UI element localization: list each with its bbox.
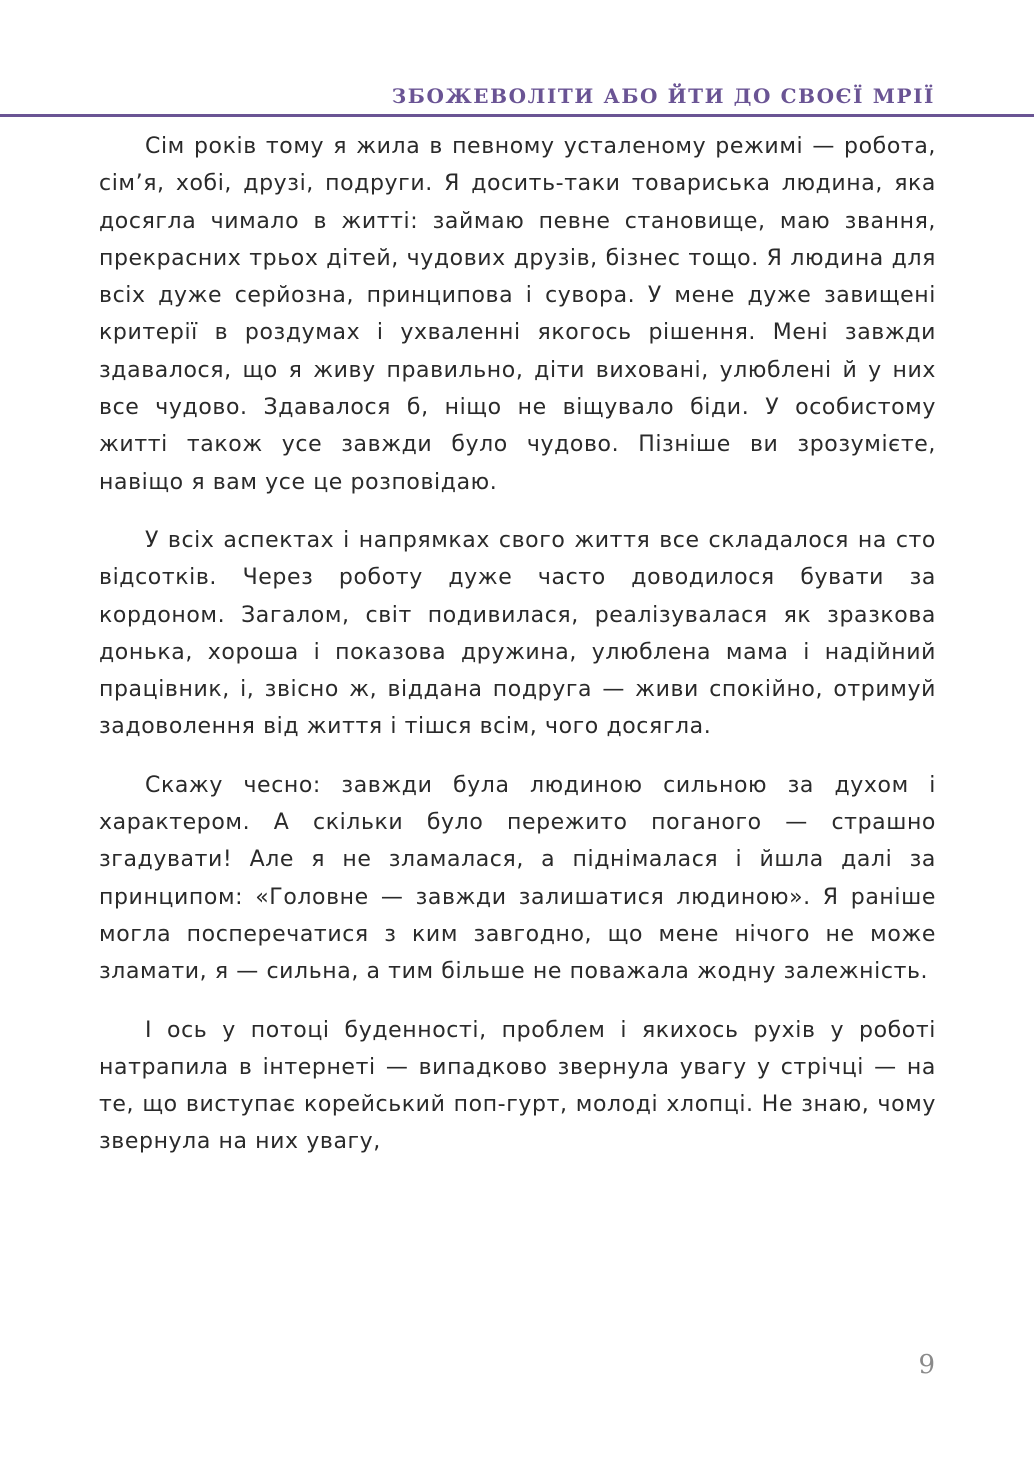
running-head-title: ЗБОЖЕВОЛІТИ АБО ЙТИ ДО СВОЄЇ МРІЇ [391,84,935,108]
page-number: 9 [918,1350,935,1380]
body-text [99,128,936,1182]
paragraph: У всіх аспектах і напрямках свого життя все складалося на сто відсотків. Через роботу дуже часто доводилося бувати за кордоном. Загалом, світ подивилася, реалізувалася як зразкова донька, хороша і показова дружина, улюблена мама і надійний працівник, і, звісно ж, віддана подруга — живи спокійно, отримуй задоволення від життя і тішся всім, чого досягла. [99,527,936,740]
paragraph: Скажу чесно: завжди була людиною сильною за духом і характером. А скільки було пережито поганого — страшно згадувати! Але я не зламалася, а піднімалася і йшла далі за принципом: «Головне — завжди залишатися людиною». Я раніше могла посперечатися з ким завгодно, що мене нічого не може зламати, я — сильна, а тим більше не поважала жодну залежність. [99,772,936,985]
paragraph: І ось у потоці буденності, проблем і якихось рухів у роботі натрапила в інтернеті — випадково звернула увагу у стрічці — на те, що виступає корейський поп-гурт, молоді хлопці. Не знаю, чому звернула на них увагу, [99,1017,936,1155]
paragraph: Сім років тому я жила в певному усталеному режимі — робота, сім’я, хобі, друзі, подруги. Я досить-таки товариська людина, яка досягла чимало в житті: займаю певне становище, маю звання, прекрасних трьох дітей, чудових друзів, бізнес тощо. Я людина для всіх дуже серйозна, принципова і сувора. У мене дуже завищені критерії в роздумах і ухваленні якогось рішення. Мені завжди здавалося, що я живу правильно, діти виховані, улюблені й у них все чудово. Здавалося б, ніщо не віщувало біди. У особистому житті також усе завжди було чудово. Пізніше ви зрозумієте, навіщо я вам усе це розповідаю. [99,134,936,495]
header-rule [0,114,1034,117]
